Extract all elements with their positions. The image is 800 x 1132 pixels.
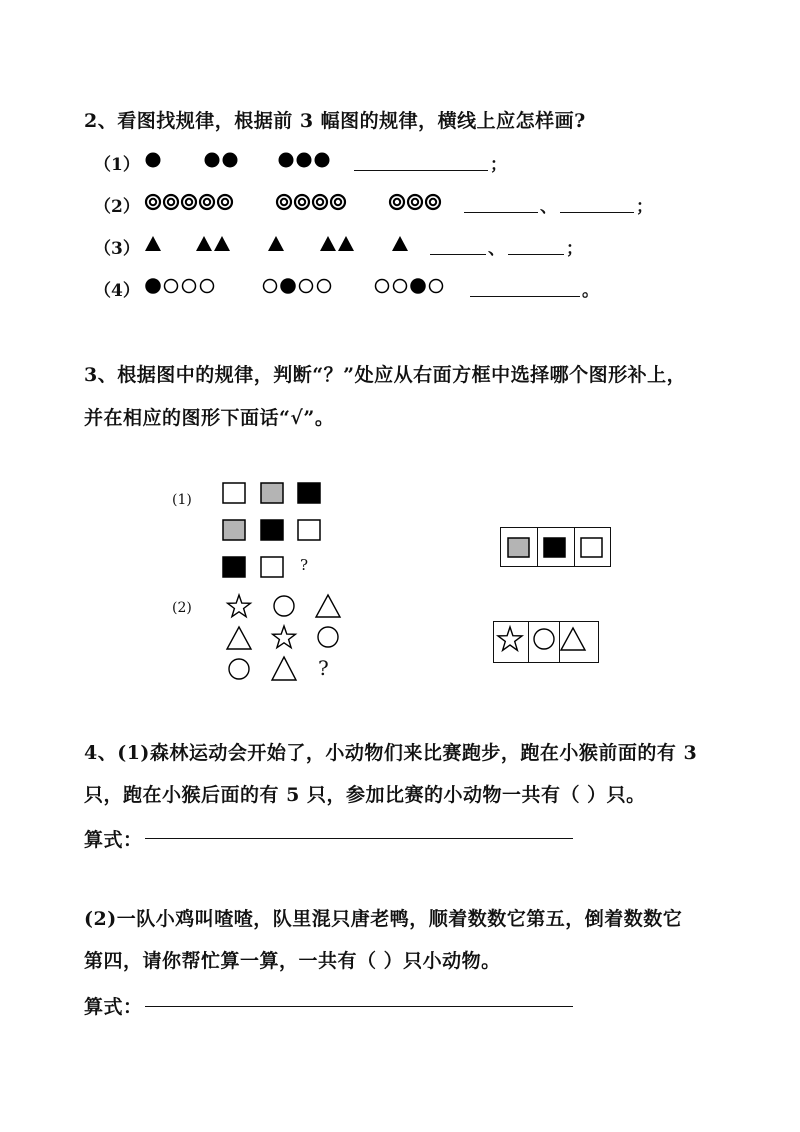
star-icon xyxy=(498,627,522,650)
hollow-circle-icon xyxy=(201,280,214,293)
q2-row1-shapes xyxy=(140,148,360,172)
q2-row2-sep: 、 xyxy=(540,197,557,217)
hollow-circle-icon xyxy=(165,280,178,293)
white-square-icon xyxy=(298,520,320,540)
q3-p2-options xyxy=(493,621,599,663)
q3-p1-option-white[interactable] xyxy=(575,528,610,566)
q4-p2-formula-label: 算式： xyxy=(84,996,143,1018)
filled-triangle-icon xyxy=(214,236,230,251)
triangle-icon xyxy=(316,595,340,617)
hollow-circle-icon xyxy=(430,280,443,293)
triangle-icon xyxy=(227,627,251,649)
hollow-circle-icon xyxy=(183,280,196,293)
q3-line2: 并在相应的图形下面话“√”。 xyxy=(84,407,335,429)
white-square-icon xyxy=(261,557,283,577)
filled-circle-icon xyxy=(281,279,295,293)
circle-icon xyxy=(318,627,338,647)
black-square-icon xyxy=(544,538,565,557)
star-icon xyxy=(273,626,296,648)
filled-circle-icon xyxy=(279,153,294,168)
filled-circle-icon xyxy=(146,279,160,293)
q2-row4-answer-line[interactable] xyxy=(470,278,580,297)
q2-row2-answer-line-b[interactable] xyxy=(560,194,634,213)
q3-p2-question-mark: ? xyxy=(318,656,329,680)
q2-title: 2、看图找规律，根据前 3 幅图的规律，横线上应怎样画? xyxy=(84,110,586,132)
triangle-icon xyxy=(561,628,585,650)
q2-row3-label: （3） xyxy=(94,239,140,259)
q4-p1-formula-label: 算式： xyxy=(84,829,143,851)
q2-row2-label: （2） xyxy=(94,197,140,217)
filled-circle-icon xyxy=(205,153,220,168)
triangle-icon xyxy=(272,657,296,680)
q4-p2-formula-line[interactable] xyxy=(145,1006,573,1007)
q2-row1-label: （1） xyxy=(94,155,140,175)
circle-icon xyxy=(229,659,249,679)
double-circle-icon xyxy=(277,195,291,209)
gray-square-icon xyxy=(261,483,283,503)
q2-row2-shapes xyxy=(140,190,450,214)
hollow-circle-icon xyxy=(394,280,407,293)
double-circle-icon xyxy=(426,195,440,209)
q2-row3-shapes xyxy=(140,232,420,256)
star-icon xyxy=(228,595,251,617)
q4-p2-line1: (2)一队小鸡叫喳喳，队里混只唐老鸭，顺着数数它第五，倒着数数它 xyxy=(84,908,683,930)
q2-row3-answer-line-b[interactable] xyxy=(508,236,564,255)
double-circle-icon xyxy=(408,195,422,209)
double-circle-icon xyxy=(218,195,232,209)
gray-square-icon xyxy=(508,538,529,557)
filled-triangle-icon xyxy=(196,236,212,251)
filled-triangle-icon xyxy=(145,236,161,251)
filled-triangle-icon xyxy=(338,236,354,251)
hollow-circle-icon xyxy=(300,280,313,293)
circle-icon xyxy=(534,629,554,649)
circle-icon xyxy=(274,596,294,616)
q2-row3-sep: 、 xyxy=(488,239,505,259)
double-circle-icon xyxy=(331,195,345,209)
double-circle-icon xyxy=(182,195,196,209)
double-circle-icon xyxy=(313,195,327,209)
filled-circle-icon xyxy=(146,153,161,168)
q3-p1-label: (1) xyxy=(172,492,192,508)
q4-p1-line1: 4、(1)森林运动会开始了，小动物们来比赛跑步，跑在小猴前面的有 3 xyxy=(84,742,698,764)
filled-triangle-icon xyxy=(320,236,336,251)
filled-triangle-icon xyxy=(392,236,408,251)
q3-p1-grid xyxy=(220,480,330,580)
gray-square-icon xyxy=(223,520,245,540)
q2-row1-answer-line[interactable] xyxy=(354,152,488,171)
q3-p2-option-star[interactable] xyxy=(494,622,529,662)
q2-row2-end: ； xyxy=(636,197,653,217)
double-circle-icon xyxy=(146,195,160,209)
double-circle-icon xyxy=(164,195,178,209)
black-square-icon xyxy=(223,557,245,577)
double-circle-icon xyxy=(390,195,404,209)
black-square-icon xyxy=(261,520,283,540)
q3-line1: 3、根据图中的规律，判断“？”处应从右面方框中选择哪个图形补上， xyxy=(84,364,687,386)
black-square-icon xyxy=(298,483,320,503)
white-square-icon xyxy=(223,483,245,503)
q2-row4-shapes xyxy=(140,274,460,298)
q3-p1-question-mark: ? xyxy=(300,556,309,574)
q3-p2-label: (2) xyxy=(172,600,192,616)
hollow-circle-icon xyxy=(264,280,277,293)
q3-p2-grid xyxy=(222,590,352,686)
q3-p1-option-gray[interactable] xyxy=(501,528,538,566)
q4-p2-line2: 第四，请你帮忙算一算，一共有（ ）只小动物。 xyxy=(84,950,501,972)
q2-row3-end: ； xyxy=(566,239,583,259)
filled-triangle-icon xyxy=(268,236,284,251)
hollow-circle-icon xyxy=(376,280,389,293)
q3-p2-option-circle[interactable] xyxy=(529,622,560,662)
q2-row3-answer-line-a[interactable] xyxy=(430,236,486,255)
q2-row1-end: ； xyxy=(490,155,507,175)
q3-p1-option-black[interactable] xyxy=(538,528,575,566)
filled-circle-icon xyxy=(223,153,238,168)
q2-row4-label: （4） xyxy=(94,281,140,301)
q4-p1-line2: 只，跑在小猴后面的有 5 只，参加比赛的小动物一共有（ ）只。 xyxy=(84,784,646,806)
q2-row2-answer-line-a[interactable] xyxy=(464,194,538,213)
filled-circle-icon xyxy=(297,153,312,168)
q3-p2-option-triangle[interactable] xyxy=(560,622,598,662)
q3-p1-options xyxy=(500,527,611,567)
filled-circle-icon xyxy=(411,279,425,293)
filled-circle-icon xyxy=(315,153,330,168)
hollow-circle-icon xyxy=(318,280,331,293)
q2-row4-end: 。 xyxy=(582,281,599,301)
q4-p1-formula-line[interactable] xyxy=(145,838,573,839)
double-circle-icon xyxy=(295,195,309,209)
white-square-icon xyxy=(581,538,602,557)
double-circle-icon xyxy=(200,195,214,209)
